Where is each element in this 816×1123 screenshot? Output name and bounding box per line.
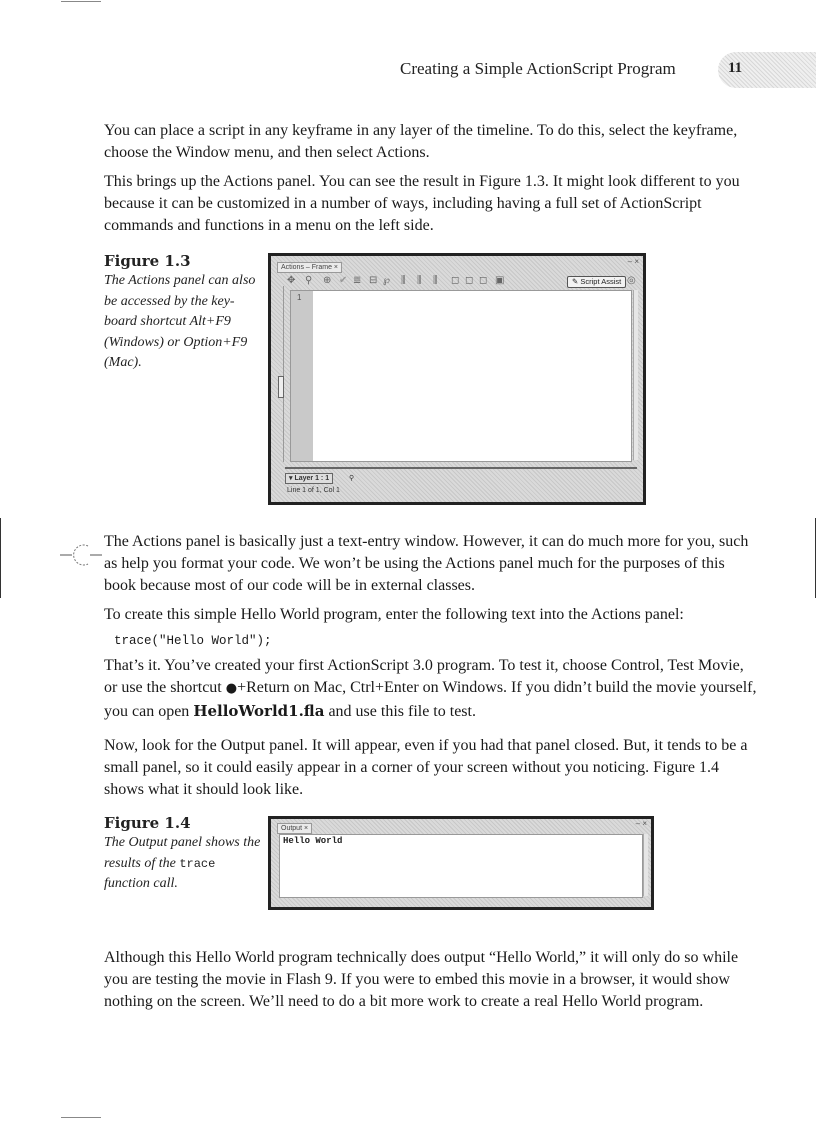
help-icon[interactable]: ◎ [627, 275, 636, 286]
figure-1-4-caption [104, 813, 264, 895]
text-run: That’s it. You’ve created your first ActionScript 3.0 program. To test it, choose Control, Test Movie, or use the shortcut [104, 657, 744, 696]
figure-1-4-text [104, 833, 264, 895]
output-scrollbar[interactable] [643, 834, 648, 896]
text-run: and use this file to test. [324, 703, 476, 720]
code-sample: trace("Hello World"); [114, 634, 272, 648]
collapse-selection-icon[interactable]: ⫼ [417, 275, 422, 286]
line-number-gutter [291, 291, 313, 461]
output-tab[interactable]: Output × [277, 823, 312, 834]
pin-icon[interactable]: ⚲ [349, 475, 355, 482]
crop-mark-bottom [61, 1117, 101, 1118]
remove-comment-icon[interactable]: ◻ [479, 275, 488, 286]
layer-tab-label: Layer 1 : 1 [294, 475, 330, 482]
script-assist-button[interactable] [567, 276, 626, 288]
figure-1-3-caption [104, 251, 264, 374]
margin-rule-left [0, 518, 1, 598]
auto-format-icon[interactable]: ≣ [353, 275, 362, 286]
inline-code: trace [179, 856, 216, 871]
paragraph-closing: Although this Hello World program technically does output “Hello World,” it will only do so while you are testing the movie in Flash 9. If you were to embed this movie in a browser, it would show nothing on the screen. We’ll need to do a bit more work to create a real Hello World program. [104, 949, 739, 1010]
output-panel [268, 816, 654, 910]
crop-mark-top [61, 1, 101, 2]
find-icon[interactable]: ⚲ [305, 275, 313, 286]
running-header-title: Creating a Simple ActionScript Program [400, 59, 676, 78]
script-editor[interactable] [290, 290, 632, 462]
layer-tab[interactable] [285, 473, 333, 484]
apple-command-icon: ● [225, 681, 238, 696]
collapse-icon[interactable]: ⫼ [401, 275, 406, 286]
panel-left-border [283, 286, 284, 462]
show-hide-toolbox-icon[interactable]: ▣ [495, 275, 505, 286]
actions-frame-tab[interactable]: Actions – Frame × [277, 262, 342, 273]
expand-icon[interactable]: ⫼ [433, 275, 438, 286]
toolbox-collapse-handle[interactable] [278, 376, 284, 398]
panel-window-buttons[interactable]: – × [635, 819, 647, 828]
figure-1-3-text: The Actions panel can also be accessed by the key-board shortcut Alt+F9 (Windows) or Option+F9 (Mac). [104, 273, 256, 370]
target-icon[interactable]: ⊕ [323, 275, 332, 286]
actions-toolbar [285, 275, 636, 289]
panel-window-buttons[interactable]: – × [627, 257, 639, 266]
layer-dropdown-icon: ▾ [289, 475, 295, 482]
paragraph-create-hello: To create this simple Hello World program, enter the following text into the Actions panel: [104, 606, 684, 623]
line-number: 1 [297, 293, 302, 302]
text-run: function call. [104, 876, 178, 891]
paragraph-output-panel: Now, look for the Output panel. It will appear, even if you had that panel closed. But, it tends to be a small panel, so it could easily appear in a corner of your screen without you noticing. Figure 1.4 shows what it should look like. [104, 737, 748, 798]
figure-1-3-title: Figure 1.3 [104, 252, 191, 270]
check-syntax-icon[interactable]: ✔ [339, 275, 348, 286]
output-text: Hello World [283, 836, 343, 846]
editor-scrollbar[interactable] [633, 290, 638, 460]
paragraph-text-entry: The Actions panel is basically just a text-entry window. However, it can do much more for you, such as help you format your code. We won’t be using the Actions panel much for the purposes of this book because most of our code will be in external classes. [104, 533, 749, 594]
debug-options-icon[interactable]: ℘ [383, 275, 390, 286]
apply-block-comment-icon[interactable]: ◻ [451, 275, 460, 286]
paragraph-keyframe: You can place a script in any keyframe in any layer of the timeline. To do this, select the keyframe, choose the Window menu, and then select Actions. [104, 122, 738, 161]
actions-panel [268, 253, 646, 505]
output-text-area[interactable] [279, 834, 643, 898]
code-hint-icon[interactable]: ⊟ [369, 275, 378, 286]
script-assist-label: Script Assist [580, 277, 622, 286]
paragraph-actions-panel: This brings up the Actions panel. You can see the result in Figure 1.3. It might look different to you because it can be customized in a number of ways, including having a full set of ActionScript commands and functions in a menu on the left side. [104, 173, 740, 234]
filename: HelloWorld1.fla [193, 702, 325, 720]
text-run: The Output panel shows the results of the [104, 835, 261, 871]
apply-line-comment-icon[interactable]: ◻ [465, 275, 474, 286]
registration-mark-icon [58, 540, 104, 570]
page-number: 11 [728, 60, 743, 76]
panel-divider [285, 467, 637, 469]
paragraph-test-movie [104, 655, 760, 723]
add-script-icon[interactable]: ✥ [287, 275, 296, 286]
text-run: +Return on Mac, Ctrl+Enter on Windows. If you didn’t build the movie yourself, you can open [104, 679, 757, 720]
cursor-status: Line 1 of 1, Col 1 [287, 487, 340, 494]
pencil-icon: ✎ [572, 277, 581, 286]
figure-1-4-title: Figure 1.4 [104, 814, 191, 832]
